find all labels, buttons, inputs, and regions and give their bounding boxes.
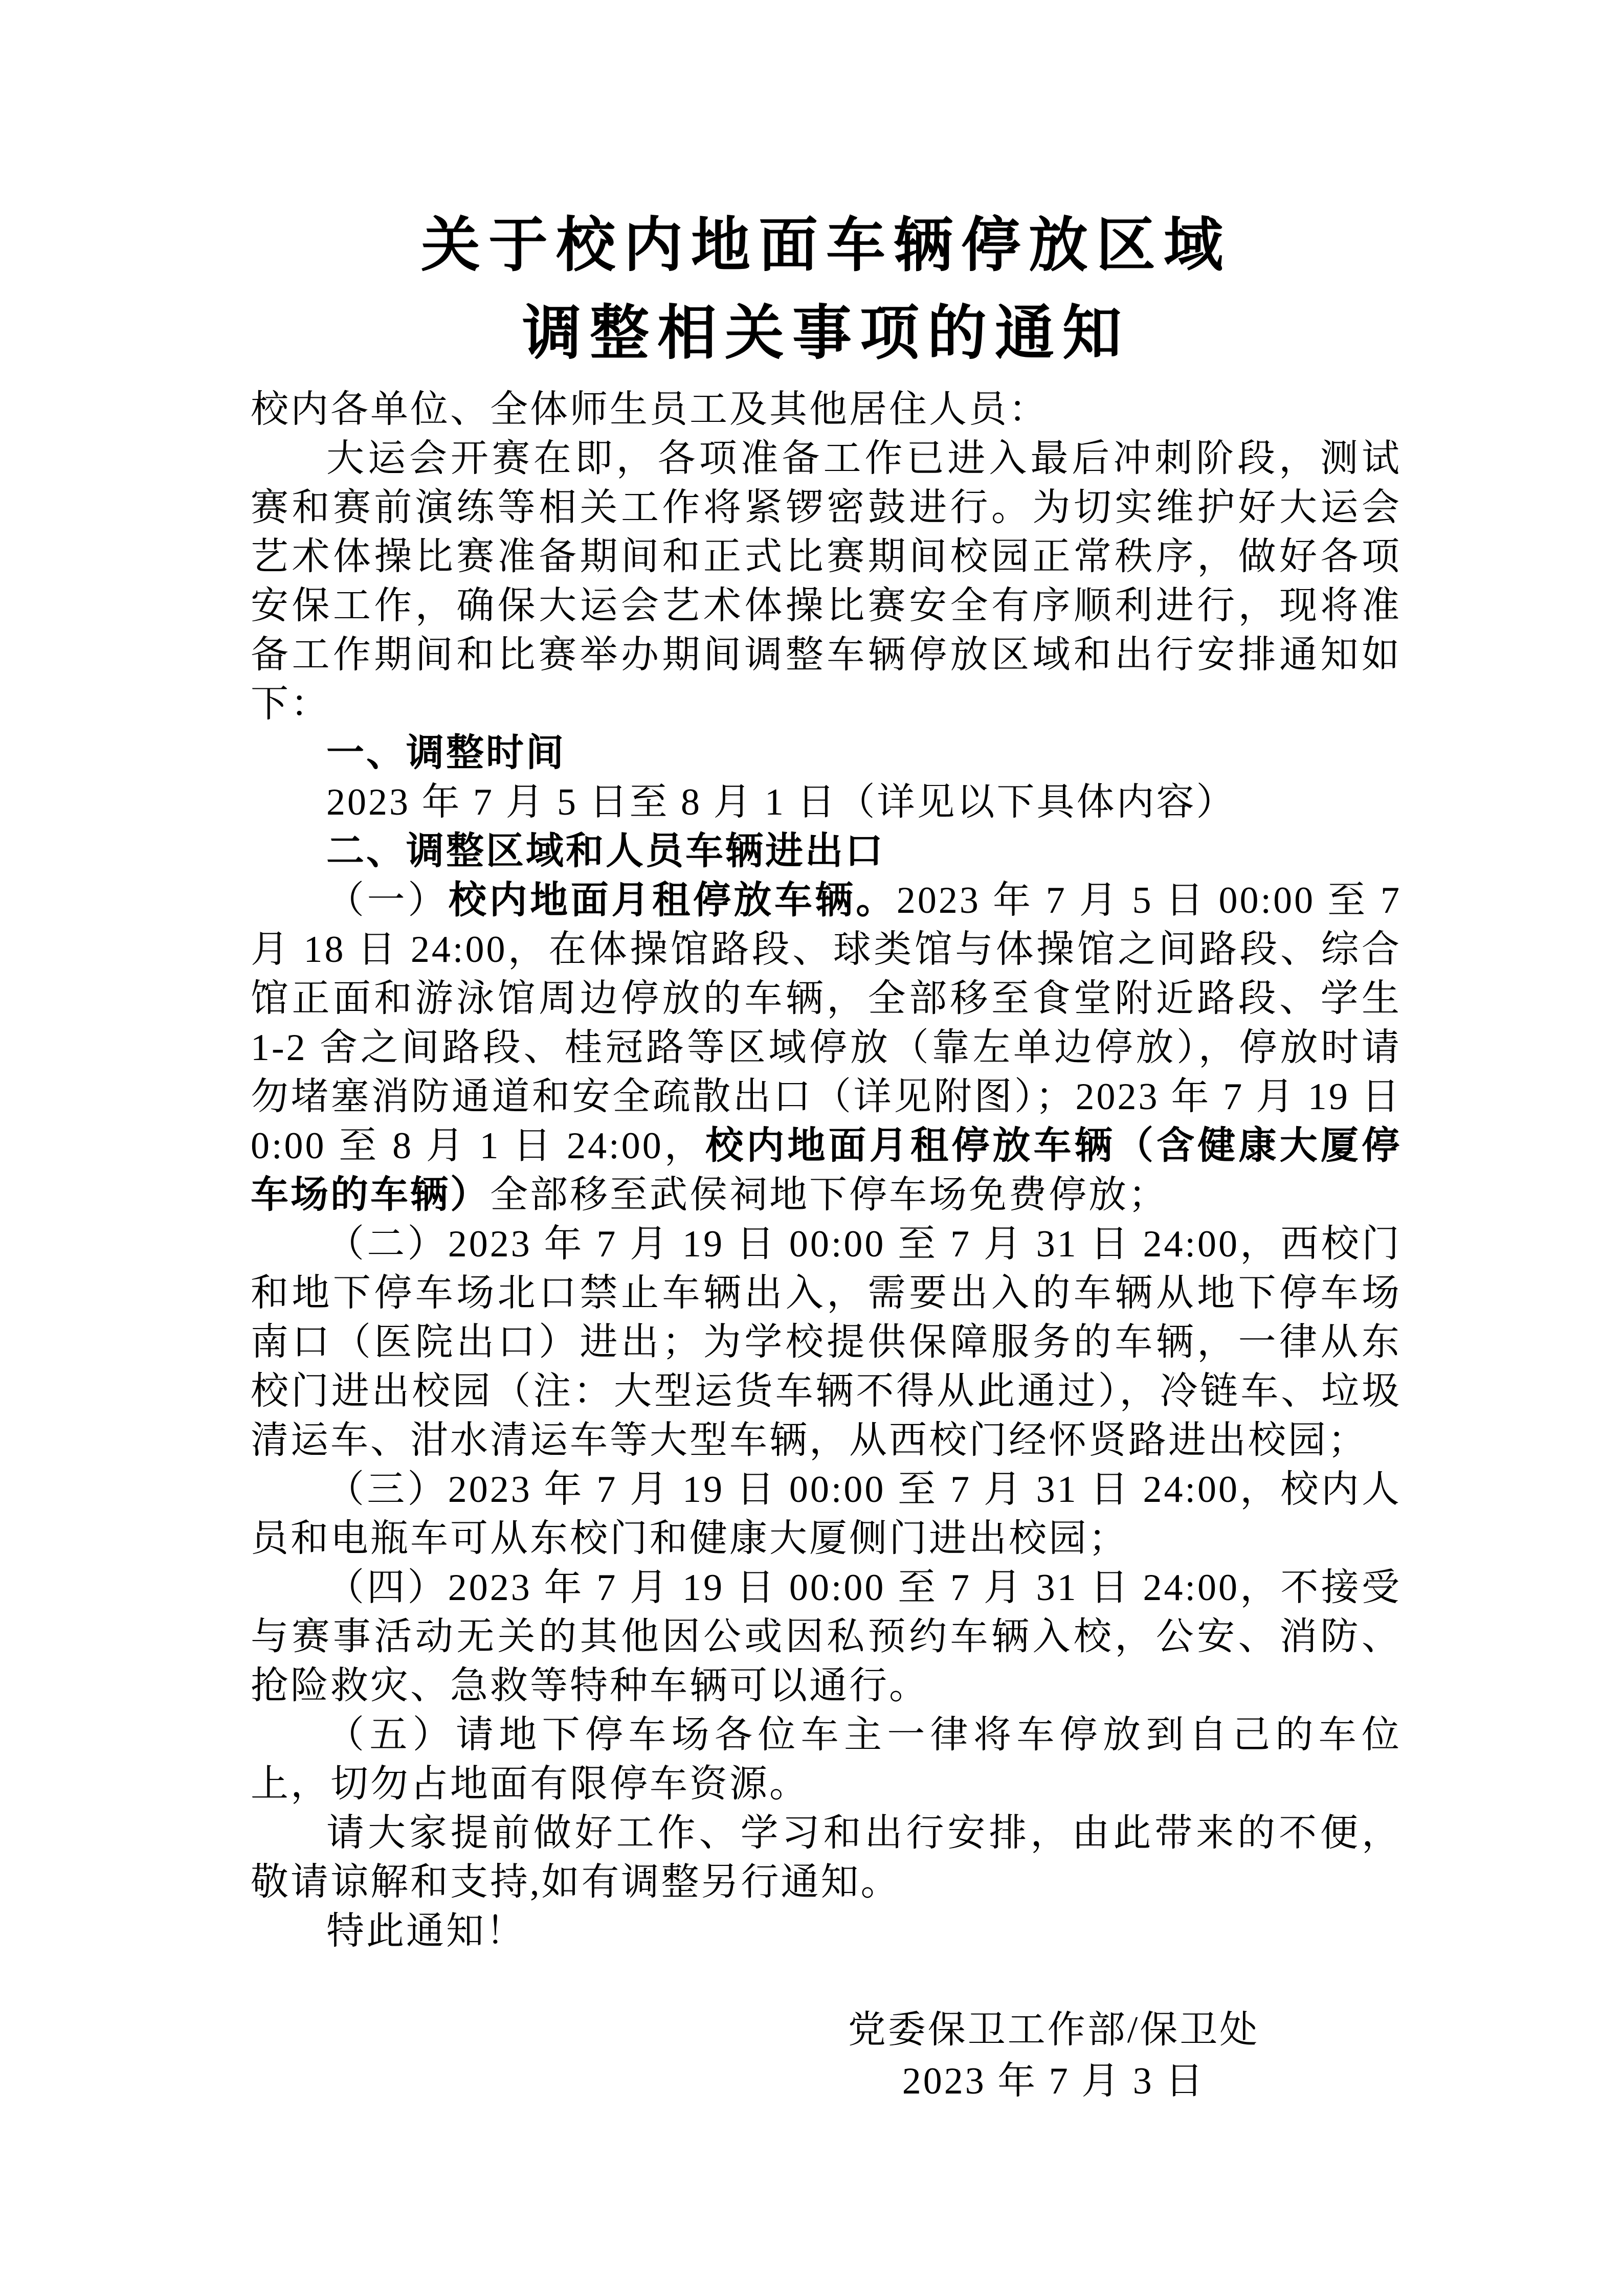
item-3-paragraph: （三）2023 年 7 月 19 日 00:00 至 7 月 31 日 24:00，校内人员和电瓶车可从东校门和健康大厦侧门进出校园；	[251, 1469, 1401, 1560]
item-2-paragraph: （二）2023 年 7 月 19 日 00:00 至 7 月 31 日 24:00，西校门和地下停车场北口禁止车辆出入，需要出入的车辆从地下停车场南口（医院出口）进出；为学校提供保障服务的车辆，一律从东校门进出校园（注：大型运货车辆不得从此通过），冷链车、垃圾清运车、泔水清运车等大型车辆，从西校门经怀贤路进出校园；	[251, 1223, 1401, 1461]
signature-block	[798, 2005, 1309, 2107]
notice-title-line2: 调整相关事项的通知	[522, 301, 1130, 367]
closing-paragraph: 请大家提前做好工作、学习和出行安排，由此带来的不便，敬请谅解和支持,如有调整另行通知。	[251, 1812, 1401, 1903]
notice-title-line1: 关于校内地面车辆停放区域	[421, 213, 1231, 279]
intro-paragraph: 大运会开赛在即，各项准备工作已进入最后冲刺阶段，测试赛和赛前演练等相关工作将紧锣密鼓进行。为切实维护好大运会艺术体操比赛准备期间和正式比赛期间校园正常秩序，做好各项安保工作，确保大运会艺术体操比赛安全有序顺利进行，现将准备工作期间和比赛举办期间调整车辆停放区域和出行安排通知如下：	[251, 438, 1401, 725]
item-1-run-tail: 全部移至武侯祠地下停车场免费停放；	[490, 1174, 1168, 1216]
final-note: 特此通知！	[326, 1910, 526, 1952]
item-1-run-body: 2023 年 7 月 5 日 00:00 至 7 月 18 日 24:00，在体操馆路段、球类馆与体操馆之间路段、综合馆正面和游泳馆周边停放的车辆，全部移至食堂附近路段、学生 1-2 舍之间路段、桂冠路等区域停放（靠左单边停放），停放时请勿堵塞消防通道和安全疏散出口（详见附图）；2023 年 7 月 19 日 0:00 至 8 月 1 日 24:00，	[251, 880, 1402, 1167]
signature-date: 2023 年 7 月 3 日	[902, 2060, 1206, 2102]
salutation: 校内各单位、全体师生员工及其他居住人员：	[251, 389, 1049, 431]
section-1-time: 2023 年 7 月 5 日至 8 月 1 日（详见以下具体内容）	[326, 781, 1236, 823]
notice-title	[251, 202, 1401, 378]
item-1-paragraph	[251, 876, 1401, 1220]
item-1-run-bold-lead: 校内地面月租停放车辆。	[448, 880, 897, 921]
item-1-run-bold-vehicles: 校内地面月租停放车辆（含健康大厦停车场的车辆）	[251, 1125, 1401, 1216]
signature-department: 党委保卫工作部/保卫处	[848, 2009, 1260, 2051]
item-5-paragraph: （五）请地下停车场各位车主一律将车停放到自己的车位上，切勿占地面有限停车资源。	[251, 1714, 1401, 1805]
section-2-heading: 二、调整区域和人员车辆进出口	[326, 830, 885, 872]
section-1-heading: 一、调整时间	[326, 732, 566, 774]
item-4-paragraph: （四）2023 年 7 月 19 日 00:00 至 7 月 31 日 24:00，不接受与赛事活动无关的其他因公或因私预约车辆入校，公安、消防、抢险救灾、急救等特种车辆可以通行。	[251, 1567, 1401, 1707]
item-1-run-prefix: （一）	[326, 880, 449, 921]
